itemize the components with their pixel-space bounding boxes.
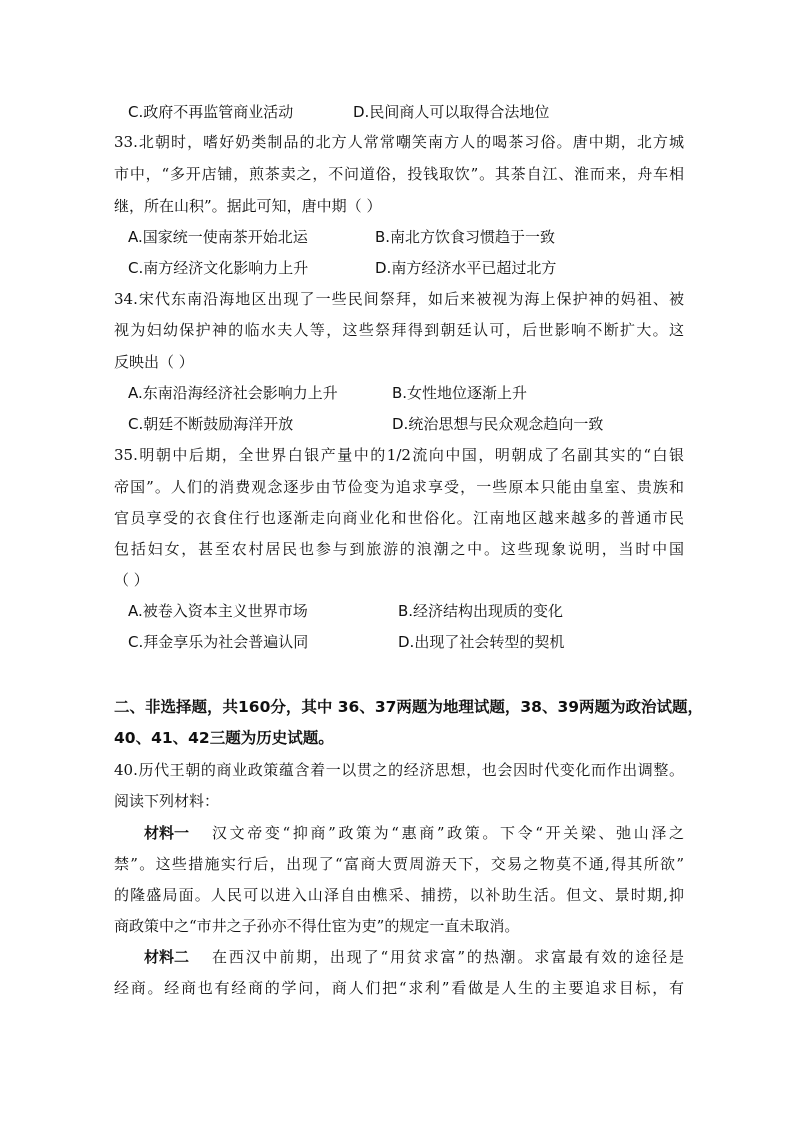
- material-2-label-text: 材料二: [144, 948, 190, 966]
- q35-option-a: A.被卷入资本主义世界市场: [128, 602, 308, 620]
- q34-option-a: A.东南沿海经济社会影响力上升: [128, 384, 338, 402]
- section-2-heading-line-1: 二、非选择题，共160分，其中 36、37两题为地理试题，38、39两题为政治试题，: [114, 698, 704, 716]
- material-1-label: [144, 823, 204, 845]
- q33-option-c: C.南方经济文化影响力上升: [128, 259, 309, 277]
- q35-stem-line-1: 35.明朝中后期，全世界白银产量中的1/2流向中国，明朝成了名副其实的“白银: [114, 446, 684, 464]
- q35-option-b: B.经济结构出现质的变化: [398, 602, 564, 620]
- material-2-line-1: 在西汉中前期，出现了“用贫求富”的热潮。求富最有效的途径是: [212, 948, 684, 966]
- q33-option-d: D.南方经济水平已超过北方: [375, 259, 557, 277]
- q33-stem-line-2: 市中，“多开店铺，煎茶卖之，不问道俗，投钱取饮”。其茶自江、淮而来，舟车相: [114, 165, 684, 183]
- q33-option-b: B.南北方饮食习惯趋于一致: [375, 228, 556, 246]
- q35-stem-line-2: 帝国”。人们的消费观念逐步由节俭变为追求享受，一些原本只能由皇室、贵族和: [114, 478, 684, 496]
- q32-option-d: D.民间商人可以取得合法地位: [353, 103, 550, 121]
- q35-stem-line-5: （ ）: [114, 571, 149, 589]
- q33-option-a: A.国家统一使南茶开始北运: [128, 228, 308, 246]
- material-2-label: [144, 947, 204, 969]
- q33-stem-line-3: 继，所在山积”。据此可知，唐中期（ ）: [114, 197, 382, 215]
- q40-stem-line-1: 40.历代王朝的商业政策蕴含着一以贯之的经济思想，也会因时代变化而作出调整。: [114, 761, 684, 779]
- q34-option-d: D.统治思想与民众观念趋向一致: [392, 415, 604, 433]
- q34-stem-line-3: 反映出（ ）: [114, 353, 194, 371]
- q35-option-d: D.出现了社会转型的契机: [398, 633, 565, 651]
- q35-stem-line-4: 包括妇女，甚至农村居民也参与到旅游的浪潮之中。这些现象说明，当时中国: [114, 540, 684, 558]
- q35-stem-line-3: 官员享受的衣食住行也逐渐走向商业化和世俗化。江南地区越来越多的普通市民: [114, 509, 684, 527]
- q32-option-c: C.政府不再监管商业活动: [128, 103, 294, 121]
- q40-stem-line-2: 阅读下列材料：: [114, 792, 220, 810]
- material-1-line-4: 商政策中之“市井之子孙亦不得仕宦为吏”的规定一直未取消。: [114, 917, 520, 935]
- q33-stem-line-1: 33.北朝时，嗜好奶类制品的北方人常常嘲笑南方人的喝茶习俗。唐中期，北方城: [114, 133, 684, 151]
- material-1-line-3: 的隆盛局面。人民可以进入山泽自由樵采、捕捞，以补助生活。但文、景时期,抑: [114, 886, 684, 904]
- material-1-line-2: 禁”。这些措施实行后，出现了“富商大贾周游天下，交易之物莫不通,得其所欲”: [114, 855, 684, 873]
- material-1-line-1: 汉文帝变“抑商”政策为“惠商”政策。下令“开关梁、弛山泽之: [212, 824, 684, 842]
- material-1-label-text: 材料一: [144, 824, 190, 842]
- q34-option-c: C.朝廷不断鼓励海洋开放: [128, 415, 294, 433]
- q34-stem-line-1: 34.宋代东南沿海地区出现了一些民间祭拜，如后来被视为海上保护神的妈祖、被: [114, 290, 684, 308]
- q34-option-b: B.女性地位逐渐上升: [392, 384, 528, 402]
- q34-stem-line-2: 视为妇幼保护神的临水夫人等，这些祭拜得到朝廷认可，后世影响不断扩大。这: [114, 321, 684, 339]
- section-2-heading-line-2: 40、41、42三题为历史试题。: [114, 729, 334, 747]
- q35-option-c: C.拜金享乐为社会普遍认同: [128, 633, 309, 651]
- material-2-line-2: 经商。经商也有经商的学问，商人们把“求利”看做是人生的主要追求目标，有: [114, 979, 684, 997]
